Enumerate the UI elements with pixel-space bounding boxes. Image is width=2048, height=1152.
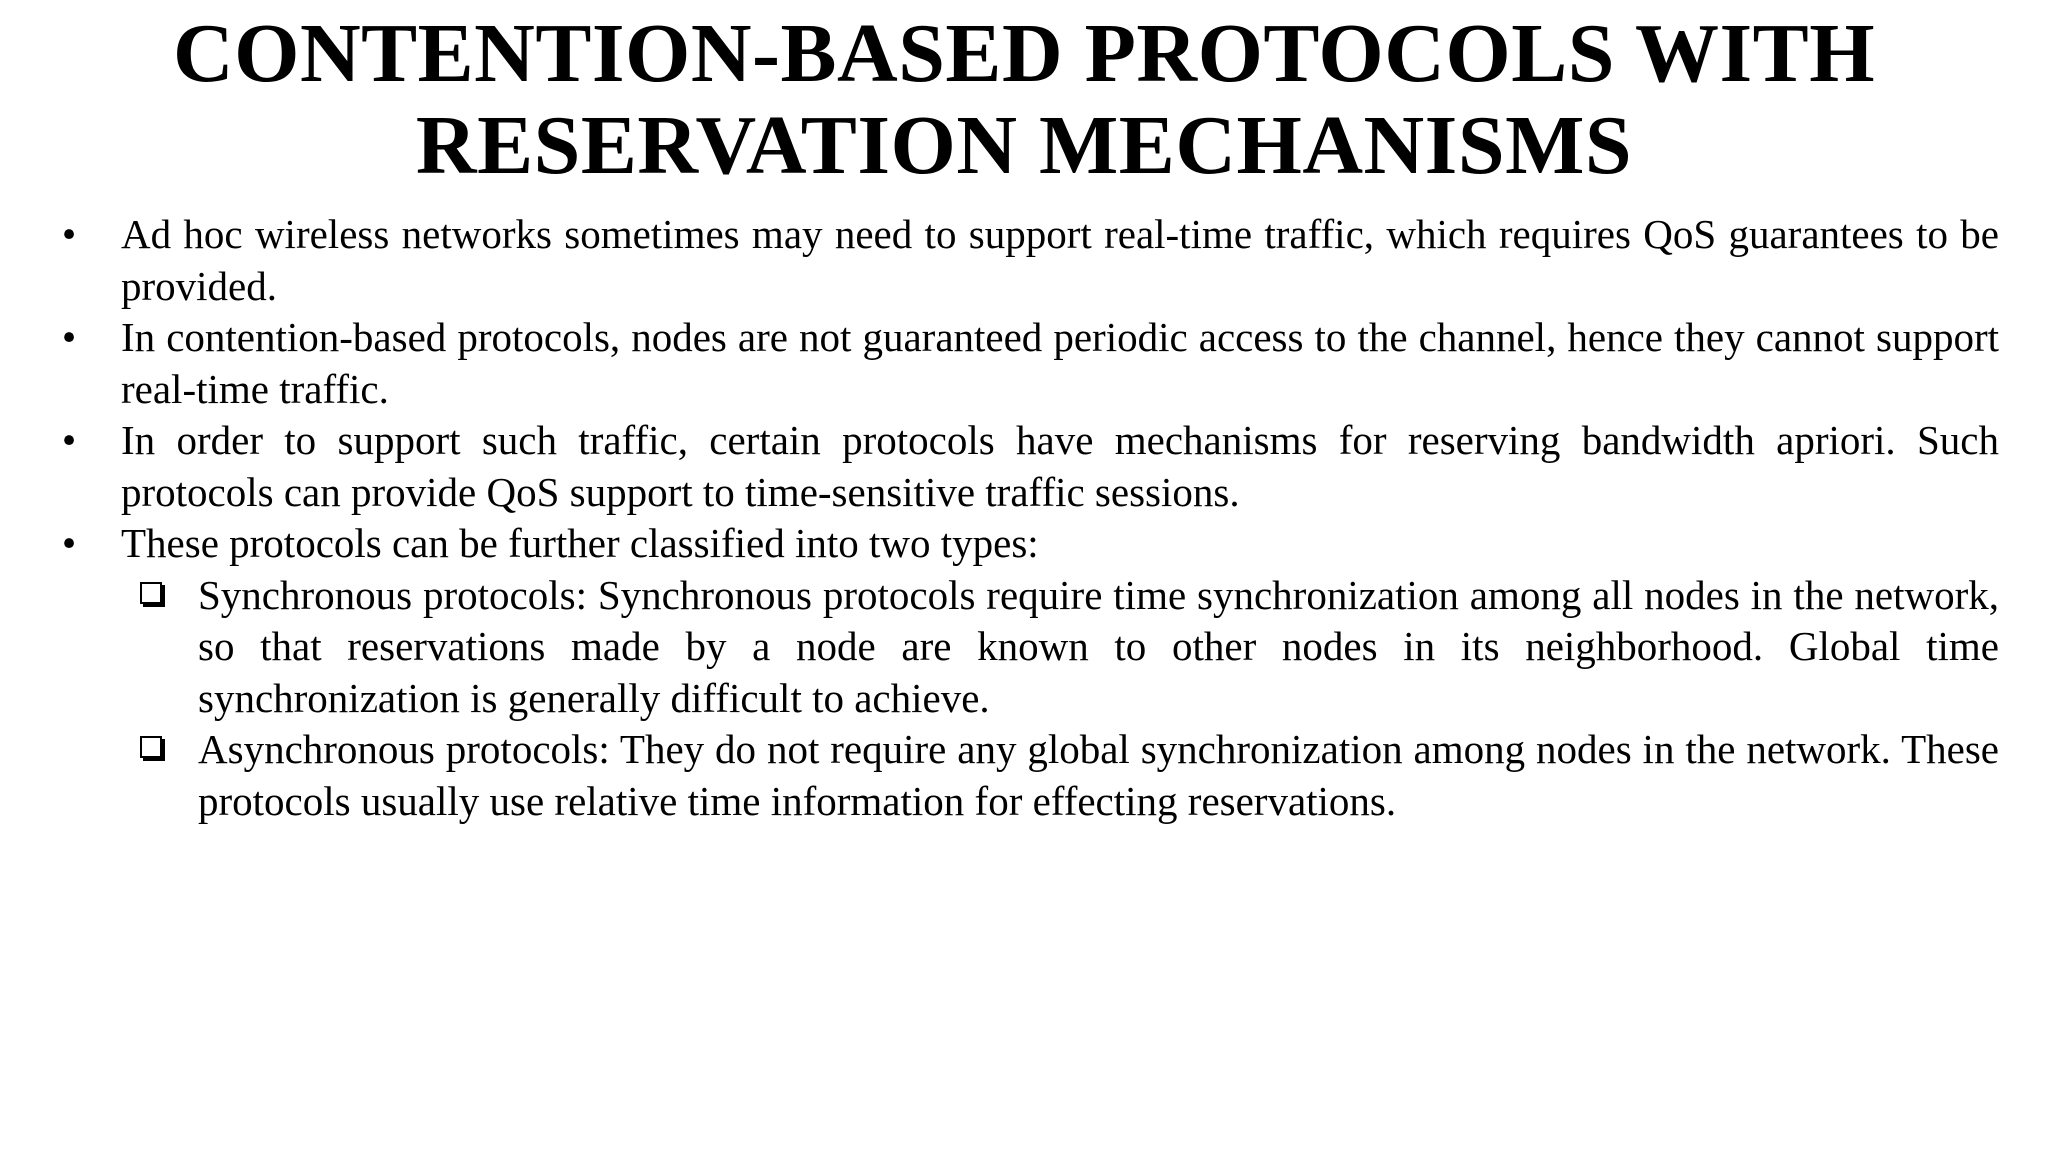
- bullet-marker: •: [61, 417, 77, 463]
- bullet-text: Ad hoc wireless networks sometimes may need to support real-time traffic, which requires QoS guarantees to be provided.: [121, 211, 1999, 309]
- bullet-item-1: [61, 209, 1999, 312]
- slide-title: [0, 8, 2048, 192]
- bullet-marker: •: [61, 520, 77, 566]
- hollow-square-shadow-icon: [140, 736, 162, 758]
- slide-title-line-2: RESERVATION MECHANISMS: [415, 99, 1633, 192]
- slide-body: [0, 209, 2048, 827]
- bullet-marker: •: [61, 211, 77, 257]
- sub-bullet-text: Asynchronous protocols: They do not require any global synchronization among nodes in the network. These protocols usually use relative time information for effecting reservations.: [198, 726, 1999, 824]
- sub-bullet-item-1: [198, 570, 1999, 725]
- bullet-item-2: [61, 312, 1999, 415]
- bullet-item-3: [61, 415, 1999, 518]
- bullet-text: In order to support such traffic, certain protocols have mechanisms for reserving bandwidth apriori. Such protocols can provide QoS support to time-sensitive traffic sessions.: [121, 417, 1999, 515]
- bullet-item-4: [61, 518, 1999, 570]
- hollow-square-shadow-icon: [140, 582, 162, 604]
- sub-bullet-text: Synchronous protocols: Synchronous protocols require time synchronization among all nodes in the network, so that reservations made by a node are known to other nodes in its neighborhood. Global time synchronization is generally difficult to achieve.: [198, 571, 1999, 721]
- bullet-text: These protocols can be further classified into two types:: [121, 520, 1039, 566]
- bullet-marker: •: [61, 314, 77, 360]
- slide-title-line-1: CONTENTION-BASED PROTOCOLS WITH: [172, 7, 1876, 100]
- sub-bullet-item-2: [198, 724, 1999, 827]
- bullet-text: In contention-based protocols, nodes are not guaranteed periodic access to the channel, hence they cannot support real-time traffic.: [121, 314, 1999, 412]
